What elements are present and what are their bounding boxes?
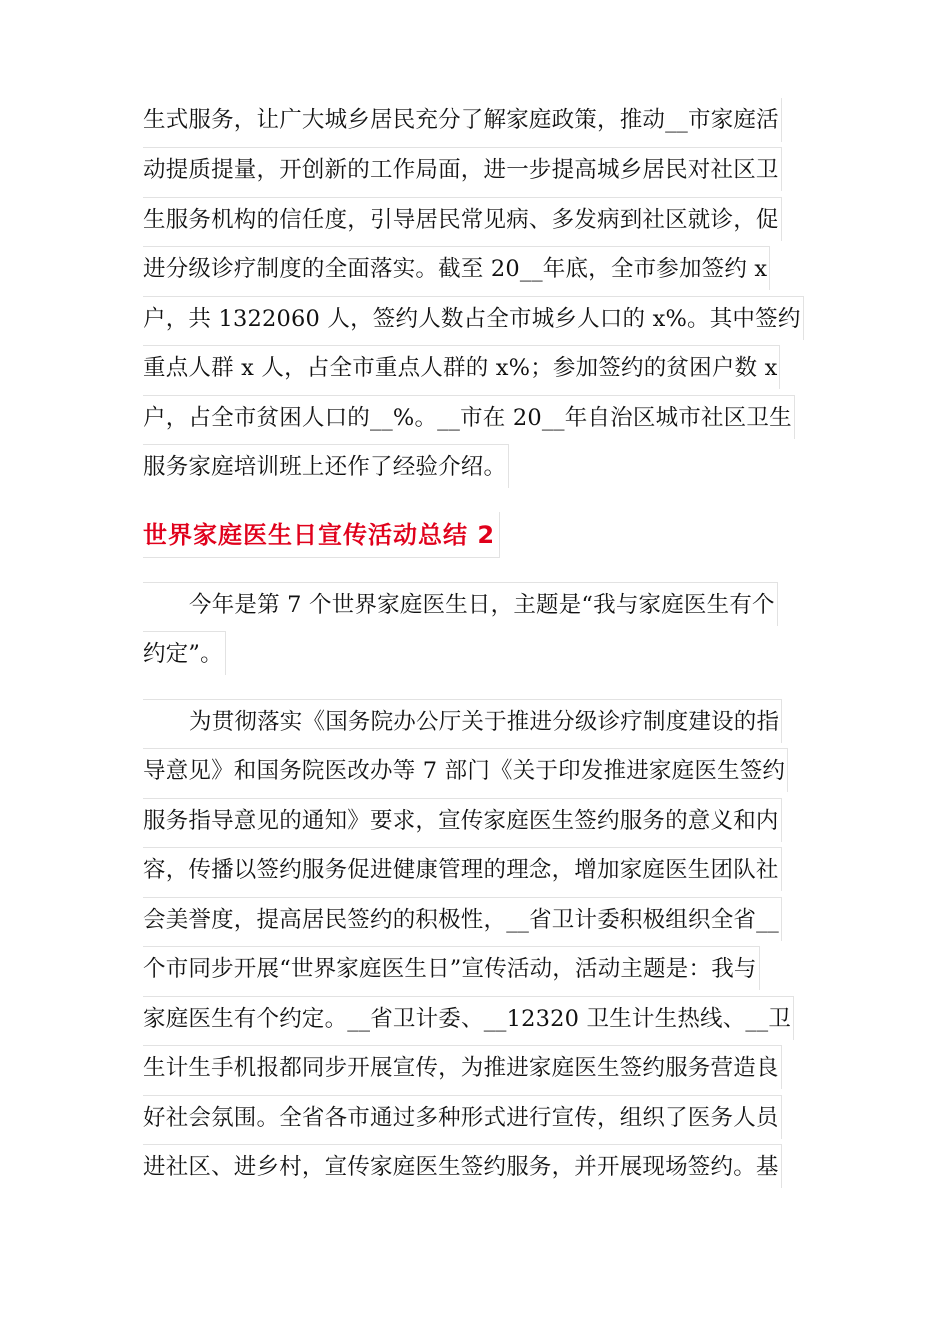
text-line: 个市同步开展“世界家庭医生日”宣传活动，活动主题是：我与 <box>143 946 760 990</box>
text-line: 约定”。 <box>143 631 226 675</box>
text-line: 今年是第 7 个世界家庭医生日，主题是“我与家庭医生有个 <box>143 582 778 626</box>
text-line: 家庭医生有个约定。__省卫计委、__12320 卫生计生热线、__卫 <box>143 996 794 1040</box>
text-line: 好社会氛围。全省各市通过多种形式进行宣传，组织了医务人员 <box>143 1095 782 1139</box>
text-line: 服务家庭培训班上还作了经验介绍。 <box>143 444 509 488</box>
text-line: 进社区、进乡村，宣传家庭医生签约服务，并开展现场签约。基 <box>143 1144 782 1188</box>
text-line: 户，占全市贫困人口的__%。__市在 20__年自治区城市社区卫生 <box>143 395 795 439</box>
text-line: 动提质提量，开创新的工作局面，进一步提高城乡居民对社区卫 <box>143 147 782 191</box>
text-line: 会美誉度，提高居民签约的积极性，__省卫计委积极组织全省__ <box>143 897 782 941</box>
text-line: 服务指导意见的通知》要求，宣传家庭医生签约服务的意义和内 <box>143 798 782 842</box>
text-line: 为贯彻落实《国务院办公厅关于推进分级诊疗制度建设的指 <box>143 699 782 743</box>
text-line: 生式服务，让广大城乡居民充分了解家庭政策，推动__市家庭活 <box>143 98 782 142</box>
section-heading: 世界家庭医生日宣传活动总结 2 <box>143 512 500 558</box>
text-line: 容，传播以签约服务促进健康管理的理念，增加家庭医生团队社 <box>143 847 782 891</box>
text-line: 导意见》和国务院医改办等 7 部门《关于印发推进家庭医生签约 <box>143 748 788 792</box>
text-line: 进分级诊疗制度的全面落实。截至 20__年底，全市参加签约 x <box>143 246 770 290</box>
text-line: 重点人群 x 人，占全市重点人群的 x%；参加签约的贫困户数 x <box>143 345 780 389</box>
text-line: 生计生手机报都同步开展宣传，为推进家庭医生签约服务营造良 <box>143 1045 782 1089</box>
text-line: 生服务机构的信任度，引导居民常见病、多发病到社区就诊，促 <box>143 197 782 241</box>
text-line: 户，共 1322060 人，签约人数占全市城乡人口的 x%。其中签约 <box>143 296 804 340</box>
